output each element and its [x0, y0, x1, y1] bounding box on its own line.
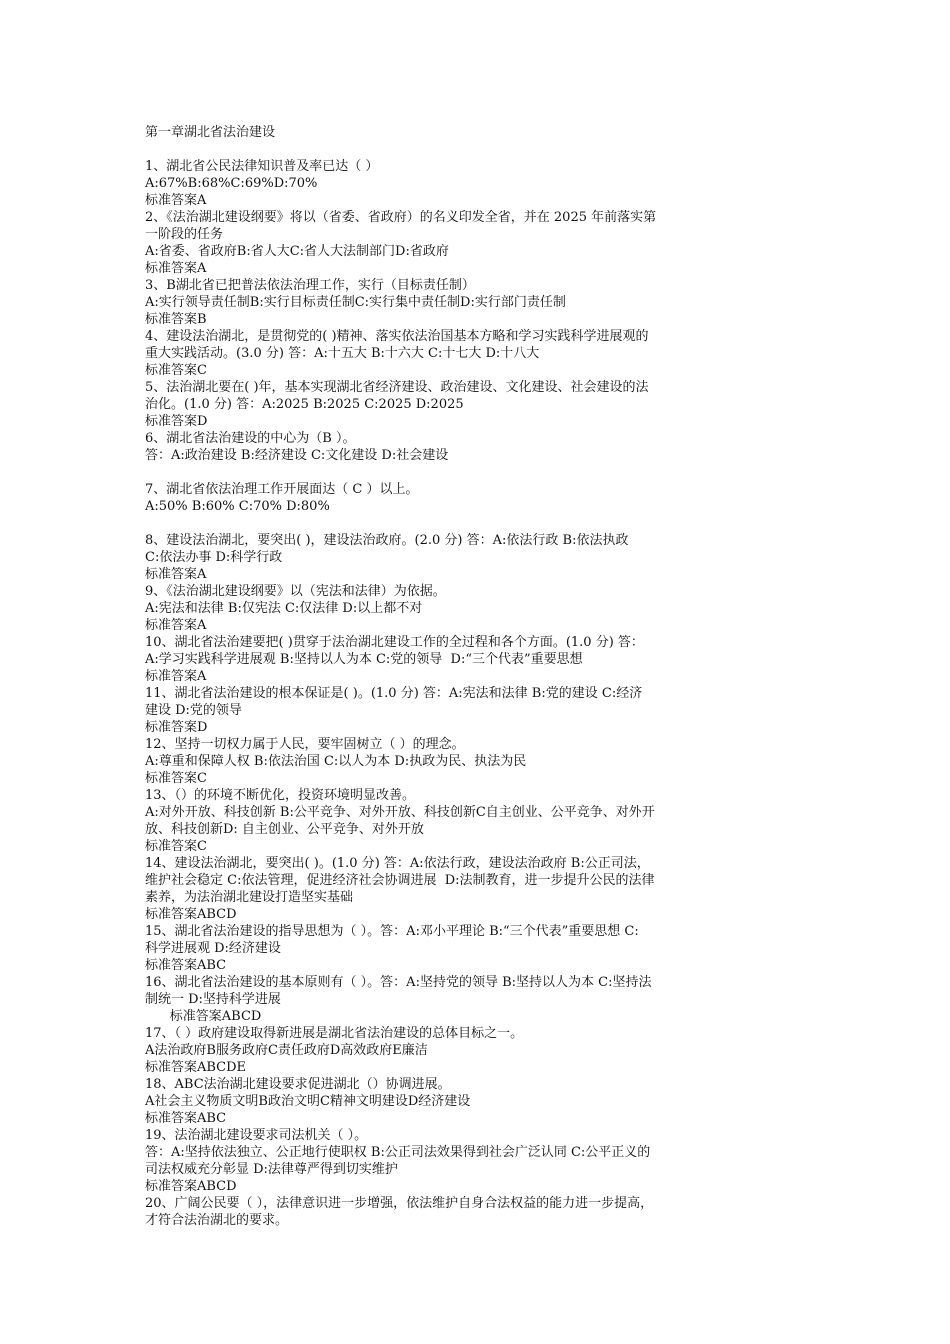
text-line: 标准答案ABC [145, 958, 227, 973]
blank-line [145, 515, 815, 532]
text-line: 20、广阔公民要（ ），法律意识进一步增强，依法维护自身合法权益的能力进一步提高， [145, 1196, 654, 1211]
text-line: 科学进展观 D:经济建设 [145, 941, 281, 956]
text-line: 14、建设法治湖北，要突出( )。(1.0 分) 答：A:依法行政，建设法治政府 B:公正司法， [145, 856, 650, 871]
text-line: A法治政府B服务政府C责任政府D高效政府E廉洁 [145, 1043, 428, 1058]
text-line: 19、法治湖北建设要求司法机关（ ）。 [145, 1128, 368, 1143]
text-line: 标准答案ABCD [145, 1179, 237, 1194]
chapter-title: 第一章湖北省法治建设 [145, 125, 276, 140]
text-line: A:实行领导责任制B:实行目标责任制C:实行集中责任制D:实行部门责任制 [145, 295, 566, 310]
text-line: A:对外开放、科技创新 B:公平竞争、对外开放、科技创新C自主创业、公平竞争、对外开 [145, 805, 655, 820]
text-line: 7、湖北省依法治理工作开展面达（ C ）以上。 [145, 482, 419, 497]
text-line: 放、科技创新D: 自主创业、公平竞争、对外开放 [145, 822, 424, 837]
text-line: 标准答案D [145, 720, 208, 735]
text-line: 标准答案ABC [145, 1111, 227, 1126]
text-line: A:省委、省政府B:省人大C:省人大法制部门D:省政府 [145, 244, 449, 259]
text-line: A:50% B:60% C:70% D:80% [145, 499, 330, 514]
text-line: 答：A:坚持依法独立、公正地行使职权 B:公正司法效果得到社会广泛认同 C:公平正义的 [145, 1145, 651, 1160]
text-line: A社会主义物质文明B政治文明C精神文明建设D经济建设 [145, 1094, 471, 1109]
text-line: 标准答案ABCDE [145, 1060, 247, 1075]
text-line: 15、湖北省法治建设的指导思想为（ ）。答：A:邓小平理论 B:“三个代表”重要思想 C: [145, 924, 639, 939]
text-line: 标准答案A [145, 618, 207, 633]
text-line: 标准答案A [145, 669, 207, 684]
text-line: 标准答案D [145, 414, 208, 429]
text-line: 4、建设法治湖北，是贯彻党的( )精神、落实依法治国基本方略和学习实践科学进展观的 [145, 329, 649, 344]
text-line: 建设 D:党的领导 [145, 703, 242, 718]
text-line: 10、湖北省法治建要把( )贯穿于法治湖北建设工作的全过程和各个方面。(1.0 分) 答： [145, 635, 644, 650]
text-line: C:依法办事 D:科学行政 [145, 550, 283, 565]
text-line: 标准答案C [145, 771, 207, 786]
text-line: 5、法治湖北要在( )年，基本实现湖北省经济建设、政治建设、文化建设、社会建设的法 [145, 380, 649, 395]
text-line: 11、湖北省法治建设的根本保证是( )。(1.0 分) 答：A:宪法和法律 B:党的建设 C:经济 [145, 686, 643, 701]
text-line: 12、坚持一切权力属于人民，要牢固树立（ ）的理念。 [145, 737, 465, 752]
text-line: 标准答案B [145, 312, 207, 327]
text-line: 司法权威充分彰显 D:法律尊严得到切实维护 [145, 1162, 398, 1177]
text-line: 2、《法治湖北建设纲要》将以（省委、省政府）的名义印发全省，并在 2025 年前落实第 [145, 210, 657, 225]
text-line: 标准答案ABCD [145, 1009, 262, 1024]
text-line: 标准答案C [145, 363, 207, 378]
text-line: 18、ABC法治湖北建设要求促进湖北（）协调进展。 [145, 1077, 451, 1092]
text-line: A:尊重和保障人权 B:依法治国 C:以人为本 D:执政为民、执法为民 [145, 754, 527, 769]
text-line: 1、湖北省公民法律知识普及率已达（ ） [145, 159, 379, 174]
text-line: 答：A:政治建设 B:经济建设 C:文化建设 D:社会建设 [145, 448, 449, 463]
text-line: 制统一 D:坚持科学进展 [145, 992, 281, 1007]
text-line: 8、建设法治湖北，要突出( )，建设法治政府。(2.0 分) 答：A:依法行政 B:依法执政 [145, 533, 629, 548]
text-line: A:67%B:68%C:69%D:70% [145, 176, 318, 191]
text-line: 17、（ ）政府建设取得新进展是湖北省法治建设的总体目标之一。 [145, 1026, 524, 1041]
text-line: 标准答案C [145, 839, 207, 854]
text-line: 重大实践活动。(3.0 分) 答：A:十五大 B:十六大 C:十七大 D:十八大 [145, 346, 540, 361]
text-line: 13、（）的环境不断优化，投资环境明显改善。 [145, 788, 416, 803]
document-page [145, 124, 815, 1229]
text-line: 6、湖北省法治建设的中心为（B ）。 [145, 431, 356, 446]
text-line: 标准答案A [145, 261, 207, 276]
text-line: 标准答案ABCD [145, 907, 237, 922]
document-body [145, 158, 815, 1229]
text-line: 治化。(1.0 分) 答：A:2025 B:2025 C:2025 D:2025 [145, 397, 464, 412]
text-line: 维护社会稳定 C:依法管理，促进经济社会协调进展 D:法制教育，进一步提升公民的法律 [145, 873, 655, 888]
text-line: 16、湖北省法治建设的基本原则有（ ）。答：A:坚持党的领导 B:坚持以人为本 C:坚持法 [145, 975, 652, 990]
text-line: A:学习实践科学进展观 B:坚持以人为本 C:党的领导 D:“三个代表”重要思想 [145, 652, 583, 667]
text-line: 标准答案A [145, 567, 207, 582]
text-line: 标准答案A [145, 193, 207, 208]
text-line: 素养，为法治湖北建设打造坚实基础 [145, 890, 354, 905]
blank-line [145, 464, 815, 481]
text-line: 才符合法治湖北的要求。 [145, 1213, 289, 1228]
text-line: 一阶段的任务 [145, 227, 224, 242]
text-line: 9、《法治湖北建设纲要》以（宪法和法律）为依据。 [145, 584, 446, 599]
text-line: A:宪法和法律 B:仅宪法 C:仅法律 D:以上都不对 [145, 601, 423, 616]
text-line: 3、B湖北省已把普法依法治理工作，实行（目标责任制） [145, 278, 475, 293]
